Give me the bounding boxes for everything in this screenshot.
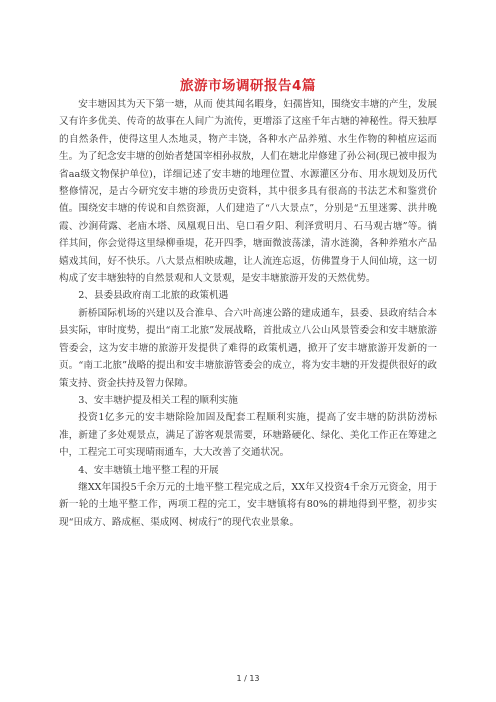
section-heading: 3、安丰塘护提及相关工程的顺利实施 (78, 394, 238, 406)
document-body (59, 96, 437, 531)
paragraph: 新桥国际机场的兴建以及合淮阜、合六叶高速公路的建成通车，县委、县政府结合本县实际，审时度势，提出“南工北旅”发展战略，首批成立八公山风景管委会和安丰塘旅游管委会，这为安丰塘的旅游开发提供了难得的政策机遇，掀开了安丰塘旅游开发新的一页。“南工北旅”战略的提出和安丰塘旅游管委会的成立，将为安丰塘的开发提供很好的政策支持、资金扶持及智力保障。 (59, 307, 437, 389)
section-heading: 2、县委县政府南工北旅的政策机遇 (78, 290, 229, 302)
paragraph: 安丰塘因其为天下第一塘，从而 使其闻名暇身，妇孺皆知，围绕安丰塘的产生，发展又有许多优美、传奇的故事在人间广为流传，更增添了这座千年古塘的神秘性。得天独厚的自然条件，使得这里人杰地灵，物产丰饶，各种水产品养殖、水生作物的种植应运而生。为了纪念安丰塘的创始者楚国宰相孙叔敖，人们在塘北岸修建了孙公祠(现已被申报为省aa级文物保护单位)，详细记述了安丰塘的地理位置、水源灌区分布、用水规划及历代整修情况，是古今研究安丰塘的珍贵历史资料，其中很多具有很高的书法艺术和鉴赏价值。围绕安丰塘的传说和自然资源，人们建造了“八大景点”，分别是“五里迷雾、洪井晚霞、沙涧荷露、老庙木塔、凤凰观日出、皂口看夕阳、利泽赏明月、石马观古塘”等。徜徉其间，你会觉得这里绿柳垂堤，花开四季，塘面微波荡漾，清水涟漪，各种养殖水产品嬉戏其间，好不快乐。八大景点相映成趣，让人流连忘返，仿佛置身于人间仙境，这一切构成了安丰塘独特的自然景观和人文景观，是安丰塘旅游开发的天然优势。 (59, 99, 437, 285)
section-heading: 4、安丰塘镇土地平整工程的开展 (78, 464, 219, 476)
page-number: 1 / 13 (236, 674, 260, 683)
paragraph: 投资1亿多元的安丰塘除险加固及配套工程顺利实施，提高了安丰塘的防洪防涝标准，新建了多处观景点，满足了游客观景需要，环塘路硬化、绿化、美化工作正在筹建之中，工程完工可实现晴雨通车，大大改善了交通状况。 (59, 412, 437, 459)
paragraph: 继XX年国投5千余万元的土地平整工程完成之后，XX年又投资4千余万元资金，用于新一轮的土地平整工作，两项工程的完工，安丰塘镇将有80%的耕地得到平整，初步实现“田成方、路成框、渠成网、树成行”的现代农业景象。 (59, 481, 437, 528)
document-title: 旅游市场调研报告4篇 (180, 78, 316, 94)
